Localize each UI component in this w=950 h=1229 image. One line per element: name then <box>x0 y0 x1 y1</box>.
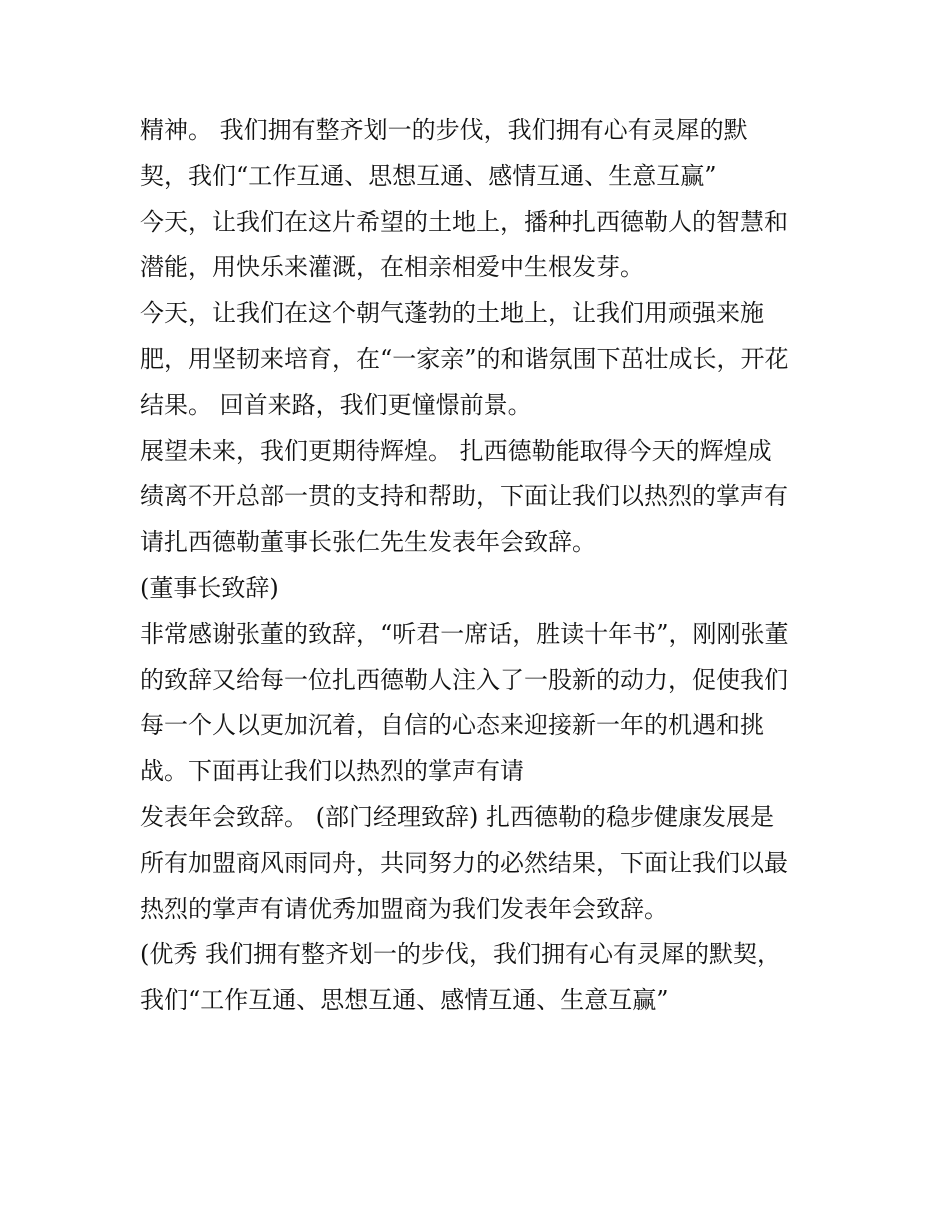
text-line: 每一个人以更加沉着，自信的心态来迎接新一年的机遇和挑 <box>140 711 764 740</box>
text-line: (董事长致辞) <box>140 573 279 602</box>
text-line: 非常感谢张董的致辞，“听君一席话，胜读十年书”，刚刚张董 <box>140 619 789 648</box>
text-line: 的致辞又给每一位扎西德勒人注入了一股新的动力，促使我们 <box>140 665 788 694</box>
text-line: 精神。 我们拥有整齐划一的步伐，我们拥有心有灵犀的默 <box>140 116 748 144</box>
text-line: 今天，让我们在这个朝气蓬勃的土地上，让我们用顽强来施 <box>140 299 764 328</box>
text-line: 我们“工作互通、思想互通、感情互通、生意互赢” <box>140 986 669 1015</box>
text-line: 所有加盟商风雨同舟，共同努力的必然结果，下面让我们以最 <box>140 848 788 877</box>
text-line: 潜能，用快乐来灌溉，在相亲相爱中生根发芽。 <box>140 253 644 282</box>
text-line: 热烈的掌声有请优秀加盟商为我们发表年会致辞。 <box>140 894 668 923</box>
document-body <box>140 108 830 1024</box>
text-line: 今天，让我们在这片希望的土地上，播种扎西德勒人的智慧和 <box>140 207 788 236</box>
text-line: 展望未来，我们更期待辉煌。 扎西德勒能取得今天的辉煌成 <box>140 436 772 465</box>
text-line: 契，我们“工作互通、思想互通、感情互通、生意互赢” <box>140 161 717 190</box>
text-line: 请扎西德勒董事长张仁先生发表年会致辞。 <box>140 528 596 557</box>
text-line: 发表年会致辞。 (部门经理致辞) 扎西德勒的稳步健康发展是 <box>140 802 774 831</box>
text-line: 肥，用坚韧来培育，在“一家亲”的和谐氛围下茁壮成长，开花 <box>140 344 789 373</box>
text-line: (优秀 我们拥有整齐划一的步伐，我们拥有心有灵犀的默契， <box>140 940 781 969</box>
text-line: 结果。 回首来路，我们更憧憬前景。 <box>140 390 532 419</box>
text-line: 战。下面再让我们以热烈的掌声有请 <box>140 757 524 786</box>
text-line: 绩离不开总部一贯的支持和帮助，下面让我们以热烈的掌声有 <box>140 482 788 511</box>
